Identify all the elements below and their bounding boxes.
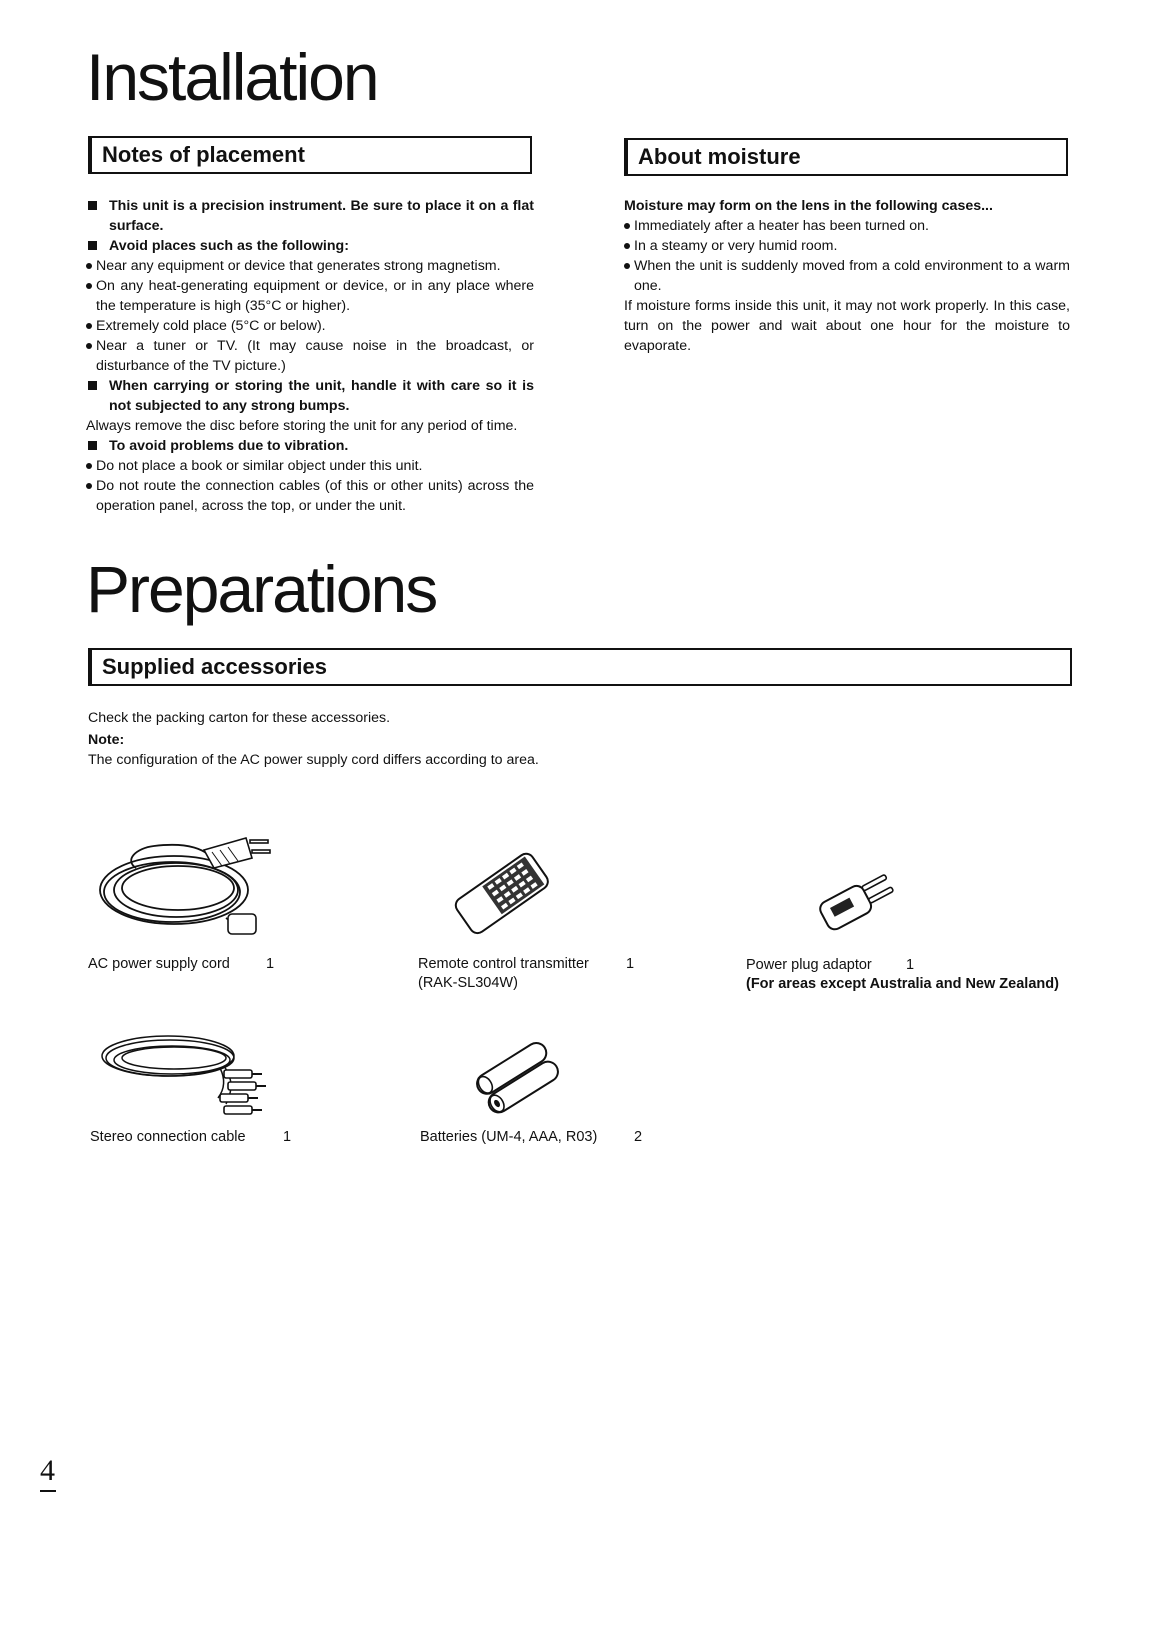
page-number-underline [40, 1490, 56, 1492]
installation-title: Installation [86, 40, 378, 114]
accessory-adaptor-label: Power plug adaptor [746, 957, 872, 973]
placement-item: Do not place a book or similar object under this unit. [86, 456, 534, 476]
ac-power-cord-illustration [96, 828, 276, 940]
accessory-stereo-cable-qty: 1 [283, 1129, 292, 1145]
moisture-bullet: In a steamy or very humid room. [624, 236, 1070, 256]
placement-item: Near a tuner or TV. (It may cause noise in the broadcast, or disturbance of the TV picture.) [86, 336, 534, 376]
moisture-bullet: Immediately after a heater has been turned on. [624, 216, 1070, 236]
accessory-batteries-qty: 2 [634, 1129, 643, 1145]
remote-control-illustration [446, 846, 556, 942]
page-number-text: 4 [40, 1454, 55, 1487]
placement-item: Do not route the connection cables (of this or other units) across the operation panel, across the top, or under the unit. [86, 476, 534, 516]
accessories-check-text: Check the packing carton for these accessories. [88, 710, 391, 726]
page-number [40, 1454, 55, 1488]
placement-item: Always remove the disc before storing the unit for any period of time. [86, 418, 518, 434]
accessory-remote-qty: 1 [626, 956, 635, 972]
preparations-title: Preparations [86, 552, 437, 626]
placement-item: Extremely cold place (5°C or below). [86, 316, 534, 336]
accessory-stereo-cable-label: Stereo connection cable [90, 1129, 246, 1145]
stereo-cable-illustration [100, 1028, 274, 1120]
about-moisture-heading: About moisture [624, 138, 1068, 176]
placement-item: Near any equipment or device that generates strong magnetism. [86, 256, 534, 276]
accessory-batteries-label: Batteries (UM-4, AAA, R03) [420, 1129, 598, 1145]
moisture-intro: Moisture may form on the lens in the following cases... [624, 198, 993, 214]
placement-item: This unit is a precision instrument. Be sure to place it on a flat surface. [86, 196, 534, 236]
supplied-accessories-heading: Supplied accessories [88, 648, 1072, 686]
power-plug-adaptor-illustration [814, 866, 906, 930]
note-label: Note: [88, 732, 125, 748]
accessory-adaptor-note: (For areas except Australia and New Zealand) [746, 976, 1059, 992]
accessory-adaptor-qty: 1 [906, 957, 915, 973]
note-text: The configuration of the AC power supply cord differs according to area. [88, 752, 539, 768]
placement-notes [86, 196, 534, 516]
accessory-remote-model: (RAK-SL304W) [418, 975, 518, 991]
accessory-ac-cord-qty: 1 [266, 956, 275, 972]
notes-of-placement-heading: Notes of placement [88, 136, 532, 174]
placement-item: When carrying or storing the unit, handle it with care so it is not subjected to any strong bumps. [86, 376, 534, 416]
placement-item: On any heat-generating equipment or device, or in any place where the temperature is high (35°C or higher). [86, 276, 534, 316]
accessory-remote-label: Remote control transmitter [418, 956, 589, 972]
accessories-intro [88, 708, 548, 770]
moisture-bullet: When the unit is suddenly moved from a cold environment to a warm one. [624, 256, 1070, 296]
moisture-notes [624, 196, 1070, 356]
placement-item: Avoid places such as the following: [86, 236, 534, 256]
moisture-body: If moisture forms inside this unit, it may not work properly. In this case, turn on the power and wait about one hour for the moisture to evaporate. [624, 298, 1070, 354]
batteries-illustration [462, 1036, 568, 1110]
accessory-ac-cord-label: AC power supply cord [88, 956, 230, 972]
placement-item: To avoid problems due to vibration. [86, 436, 534, 456]
